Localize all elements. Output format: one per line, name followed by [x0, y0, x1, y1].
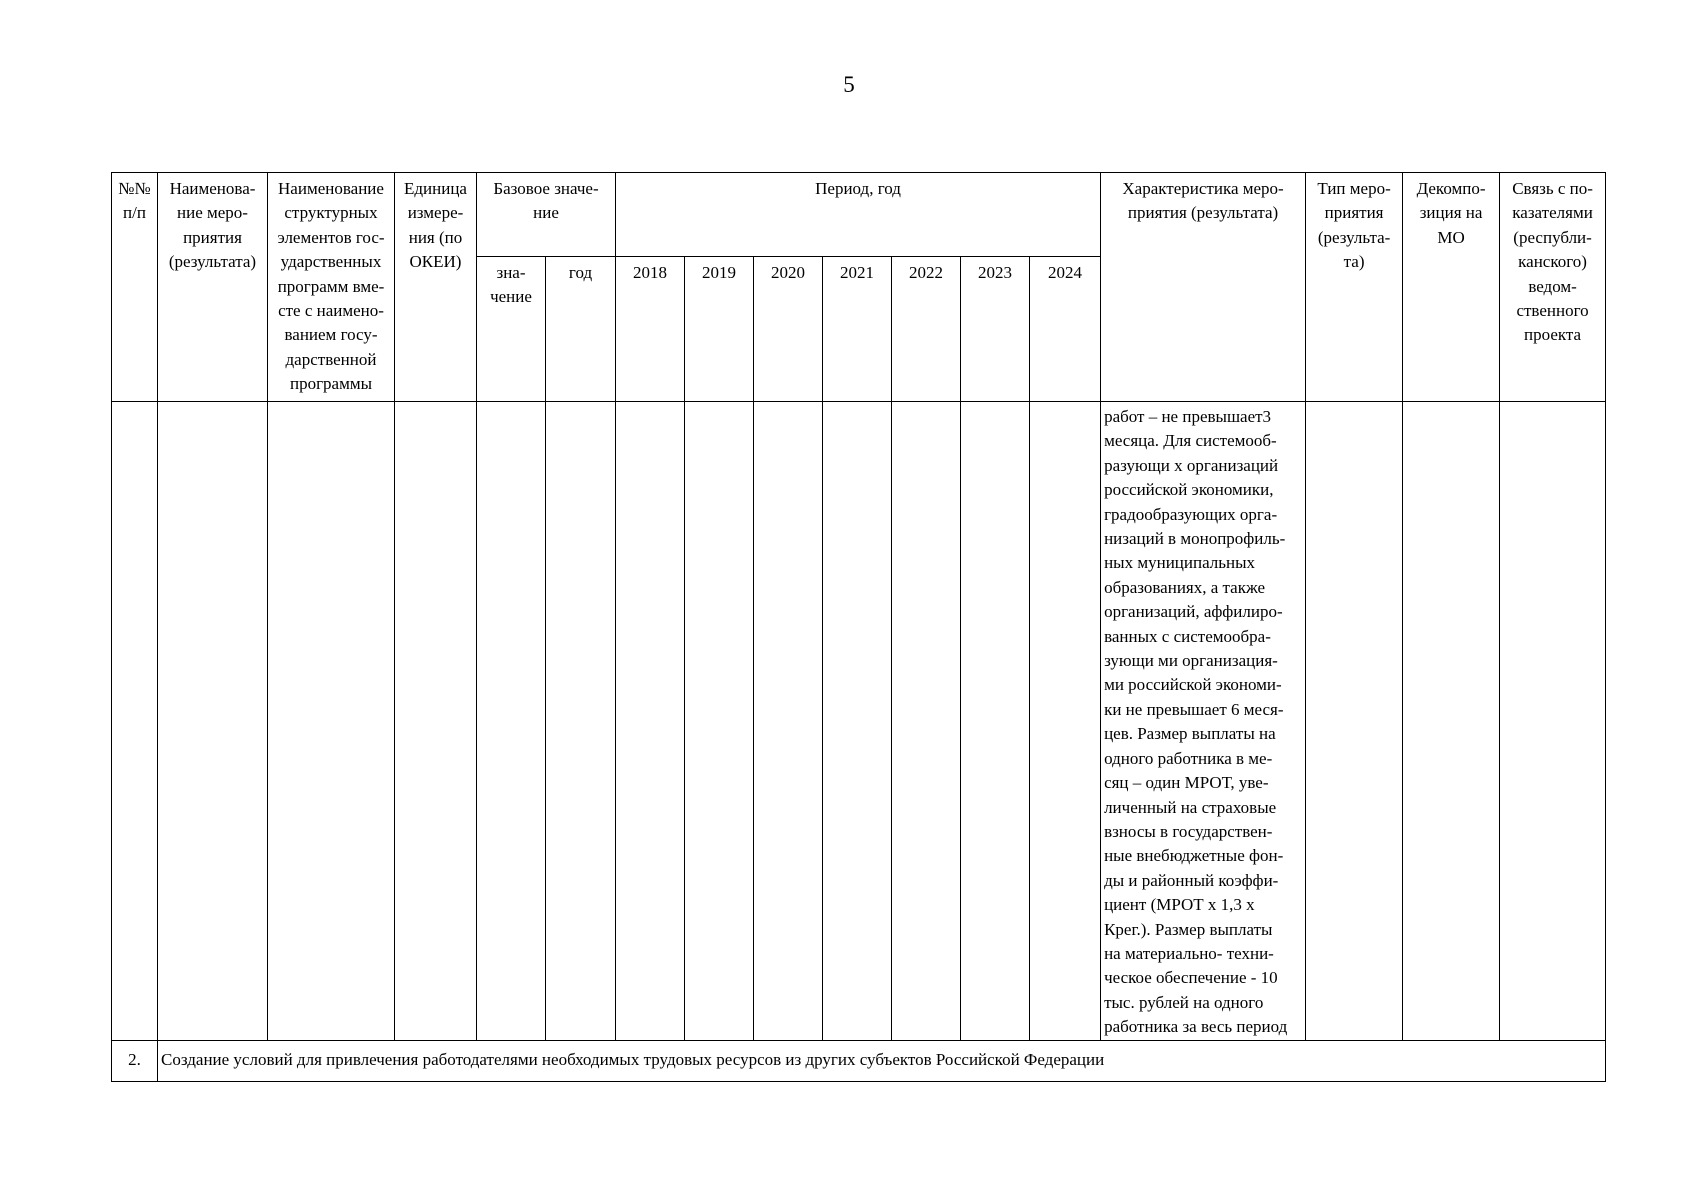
header-period: Период, год: [616, 173, 1101, 257]
header-row-1: [112, 173, 1606, 257]
header-base-value-year: год: [546, 257, 616, 402]
cell-characteristic: работ – не превышает3 месяца. Для системооб- разующи х организаций российской экономики, градообразующих орга- низаций в монопрофиль- ных муниципальных образованиях, а также организаций, аффилиро- ванных с системообра- зующи ми организация- ми российской экономи- ки не превышает 6 меся- цев. Размер выплаты на одного работника в ме- сяц – один МРОТ, уве- личенный на страховые взносы в государствен- ные внебюджетные фон- ды и районный коэффи- циент (МРОТ х 1,3 х Крег.). Размер выплаты на материально- техни- ческое обеспечение - 10 тыс. рублей на одного работника за весь период: [1101, 402, 1306, 1041]
header-characteristic: Характеристика меро- приятия (результата): [1101, 173, 1306, 402]
cell-year-2020: [754, 402, 823, 1041]
cell-year-2023: [961, 402, 1030, 1041]
cell-base-value-year: [546, 402, 616, 1041]
header-year-2018: 2018: [616, 257, 685, 402]
cell-link: [1500, 402, 1606, 1041]
header-link: Связь с по- казателями (республи- канского) ведом- ственного проекта: [1500, 173, 1606, 402]
header-year-2019: 2019: [685, 257, 754, 402]
cell-num: [112, 402, 158, 1041]
header-structural-elements: Наименование структурных элементов гос- ударственных программ вме- сте с наимено- ванием госу- дарственной программы: [268, 173, 395, 402]
cell-year-2019: [685, 402, 754, 1041]
table-row: [112, 402, 1606, 1041]
header-num: №№ п/п: [112, 173, 158, 402]
cell-year-2021: [823, 402, 892, 1041]
cell-base-value-value: [477, 402, 546, 1041]
header-decomposition: Декомпо- зиция на МО: [1403, 173, 1500, 402]
cell-year-2022: [892, 402, 961, 1041]
header-year-2024: 2024: [1030, 257, 1101, 402]
header-event-name: Наименова- ние меро- приятия (результата): [158, 173, 268, 402]
header-year-2020: 2020: [754, 257, 823, 402]
section-row: [112, 1040, 1606, 1081]
header-event-type: Тип меро- приятия (результа- та): [1306, 173, 1403, 402]
cell-structural-elements: [268, 402, 395, 1041]
header-unit: Единица измере- ния (по ОКЕИ): [395, 173, 477, 402]
header-year-2021: 2021: [823, 257, 892, 402]
header-base-value: Базовое значе- ние: [477, 173, 616, 257]
section-number: 2.: [112, 1040, 158, 1081]
header-year-2023: 2023: [961, 257, 1030, 402]
cell-decomposition: [1403, 402, 1500, 1041]
cell-unit: [395, 402, 477, 1041]
cell-event-type: [1306, 402, 1403, 1041]
page-number: 5: [843, 72, 855, 97]
section-title: Создание условий для привлечения работодателями необходимых трудовых ресурсов из других субъектов Российской Федерации: [158, 1040, 1606, 1081]
cell-event-name: [158, 402, 268, 1041]
header-base-value-value: зна- чение: [477, 257, 546, 402]
header-year-2022: 2022: [892, 257, 961, 402]
cell-year-2018: [616, 402, 685, 1041]
cell-year-2024: [1030, 402, 1101, 1041]
measures-table: [111, 172, 1606, 1082]
